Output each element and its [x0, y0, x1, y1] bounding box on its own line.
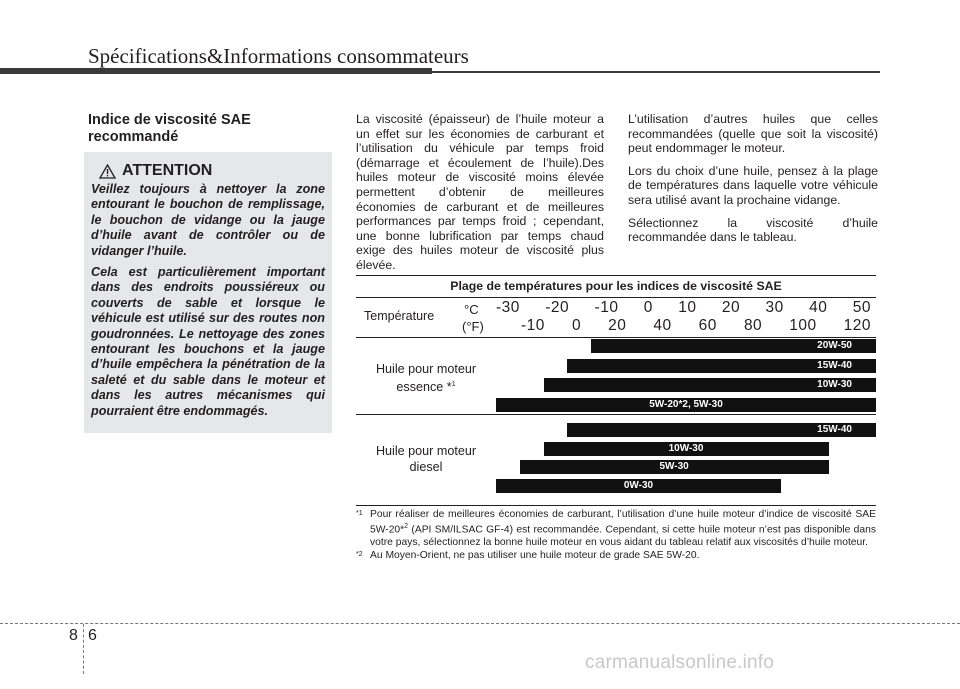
gasoline-label-line1: Huile pour moteur — [375, 362, 477, 376]
tick-label-c: 0 — [643, 299, 653, 316]
attention-paragraph-2: Cela est particulièrement important dans des endroits poussiéreux ou couverts de sable et lorsque le véhicule est utilisé sur des routes non goudronnées. Le nettoyage des zones entourant les bouchons et la jauge d’huile empêchera la pénétration de la saleté et du sable dans le moteur et dans les autres mécanismes qui pourraient être endommagés. — [91, 265, 325, 418]
page-number: 6 — [88, 627, 97, 644]
tick-label-f: 20 — [608, 317, 627, 334]
footnote-1 — [356, 509, 876, 550]
tick-label-c: -10 — [594, 299, 619, 316]
viscosity-intro-text: La viscosité (épaisseur) de l’huile moteur a un effet sur les économies de carburant et l’utilisation du véhicule par temps froid (démarrage et écoulement de l’huile).Des huiles moteur de viscosité moins élevée permettent d’obtenir de meilleures économies de carburant et de meilleures performances par temps froid ; cependant, une bonne lubrification par temps chaud exige des huiles moteur de viscosité plus élevée. — [356, 112, 604, 272]
tick-label-c: 20 — [721, 299, 741, 316]
grade-bar-15w-40: 15W-40 — [567, 359, 876, 373]
diesel-row-label — [364, 443, 488, 475]
footnote-1-text-b: (API SM/ILSAC GF-4) est recommandée. Cependant, si cette huile moteur n’est pas disponible dans votre pays, sélectionnez la bonne huile moteur en vous aidant du tableau relatif aux viscosités d’huile moteur. — [370, 524, 876, 549]
watermark: carmanualsonline.info — [585, 652, 775, 673]
tick-label-c: -30 — [496, 299, 520, 316]
column-3 — [628, 112, 878, 253]
gasoline-label-text: essence * — [396, 380, 452, 395]
fahrenheit-unit-label: (°F) — [462, 319, 484, 334]
other-oils-warning: L’utilisation d’autres huiles que celles recommandées (quelle que soit la viscosité) peut endommager le moteur. — [628, 112, 878, 156]
footnote-2-mark: *2 — [356, 550, 363, 558]
table-section-rule — [356, 414, 876, 415]
diesel-label-line2: diesel — [409, 460, 443, 474]
footnote-1-sup: 2 — [404, 523, 409, 531]
gasoline-label-line2 — [364, 377, 488, 395]
tick-label-c: 30 — [765, 299, 784, 316]
viscosity-chart — [356, 275, 876, 507]
grade-bar-10w-30: 10W-30 — [544, 378, 877, 392]
attention-paragraph-1: Veillez toujours à nettoyer la zone entourant le bouchon de remplissage, le bouchon de vidange ou la jauge d’huile avant de contrôler ou de vidanger l’huile. — [91, 182, 325, 258]
chart-title: Plage de températures pour les indices de viscosité SAE — [450, 279, 782, 293]
tick-label-c: 40 — [809, 299, 828, 316]
attention-header — [99, 162, 325, 180]
tick-label-f: 120 — [843, 317, 871, 334]
select-viscosity-advice: Sélectionnez la viscosité d’huile recommandée dans le tableau. — [628, 215, 878, 245]
table-bottom-rule — [356, 505, 876, 506]
grade-bar-5w-30: 5W-30 — [520, 460, 829, 474]
section-heading — [88, 112, 328, 146]
footer-dashed-rule — [0, 623, 960, 624]
grade-bar-0w-30: 0W-30 — [496, 479, 781, 493]
gasoline-row-label — [364, 361, 488, 395]
tick-label-f: 100 — [789, 317, 817, 334]
tick-label-f: 0 — [571, 317, 582, 334]
warning-triangle-icon — [99, 164, 116, 179]
tick-label-f: 60 — [698, 317, 717, 334]
footnote-1-mark: *1 — [356, 510, 363, 517]
gasoline-footnote-ref: 1 — [451, 381, 456, 388]
attention-title: ATTENTION — [122, 162, 213, 179]
table-title-rule — [356, 297, 876, 298]
footnote-2-text: Au Moyen-Orient, ne pas utiliser une huile moteur de grade SAE 5W-20. — [370, 549, 700, 561]
grade-bar-15w-40: 15W-40 — [567, 423, 876, 437]
header-rule — [432, 71, 880, 73]
footnote-1-text-a: Pour réaliser de meilleures économies de carburant, l’utilisation d’une huile moteur d’indice de viscosité SAE 5W-20* — [370, 509, 876, 536]
grade-bar-20w-50: 20W-50 — [591, 339, 876, 353]
fahrenheit-axis — [521, 317, 871, 335]
grade-bar-5w-20-5w-30: 5W-20*2, 5W-30 — [496, 398, 876, 412]
header-title: Spécifications&Informations consommateurs — [88, 44, 469, 68]
tick-label-c: 10 — [678, 299, 697, 316]
tick-label-f: -10 — [521, 317, 545, 334]
grade-bar-10w-30: 10W-30 — [544, 442, 829, 456]
table-axis-rule — [356, 337, 876, 338]
page-chapter: 8 — [69, 627, 78, 644]
tick-label-f: 80 — [743, 317, 763, 334]
tick-label-f: 40 — [653, 317, 672, 334]
section-heading-line1: Indice de viscosité SAE — [88, 112, 251, 128]
section-heading-line2: recommandé — [88, 129, 179, 145]
diesel-label-line1: Huile pour moteur — [375, 444, 477, 458]
attention-box — [84, 152, 332, 433]
tick-label-c: -20 — [545, 299, 570, 316]
footnote-2 — [356, 550, 876, 562]
footer-dashed-divider — [83, 624, 84, 674]
tick-label-c: 50 — [852, 299, 871, 316]
temperature-label: Température — [364, 309, 435, 323]
celsius-axis — [496, 299, 871, 317]
header-bar — [0, 68, 432, 74]
footnotes — [356, 509, 876, 562]
celsius-unit-label: °C — [464, 302, 479, 317]
temperature-range-advice: Lors du choix d’une huile, pensez à la plage de températures dans laquelle votre véhicule sera utilisé avant la prochaine vidange. — [628, 163, 878, 207]
